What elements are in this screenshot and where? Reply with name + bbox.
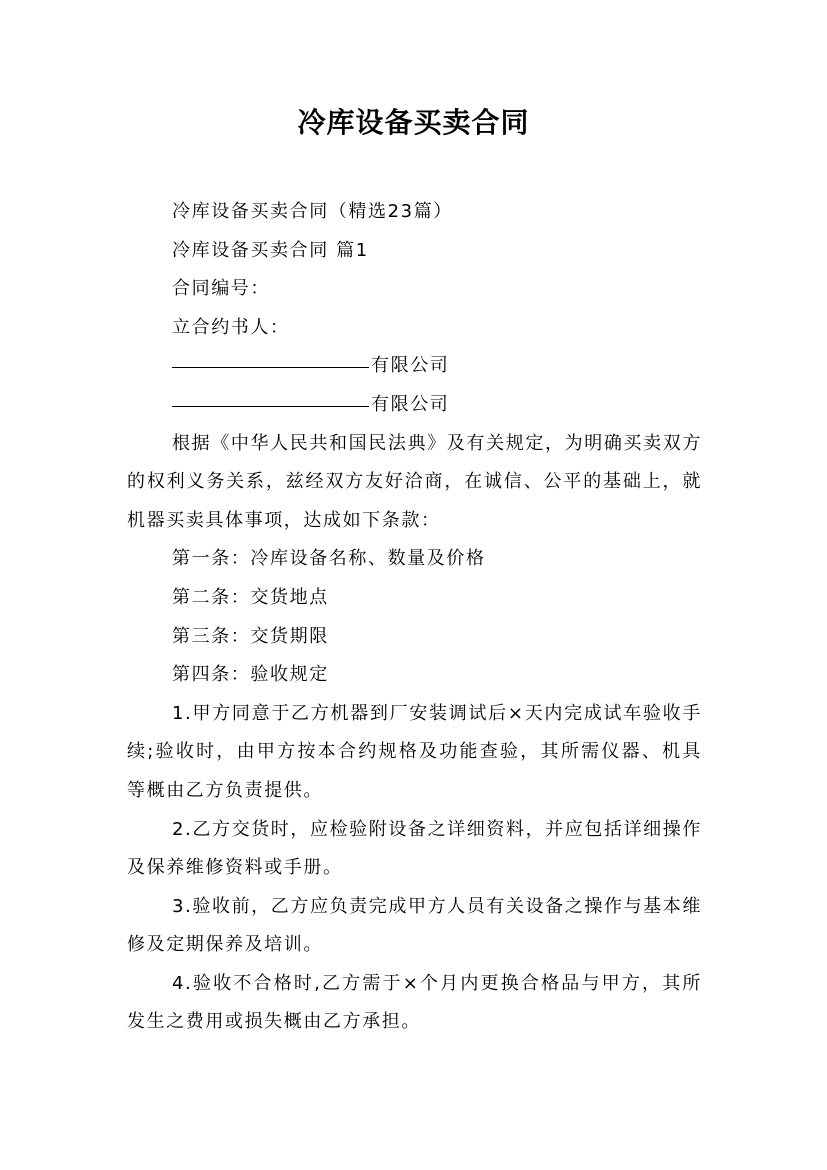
document-subtitle: 冷库设备买卖合同（精选23篇） [172, 201, 453, 222]
party-b-suffix: 有限公司 [371, 393, 450, 415]
party-b-line [127, 386, 702, 425]
parties-label: 立合约书人： [172, 316, 290, 338]
clause-3: 第三条：交货期限 [172, 625, 329, 647]
party-a-blank [172, 351, 369, 368]
acceptance-item-2: 2.乙方交货时，应检验附设备之详细资料，并应包括详细操作及保养维修资料或手册。 [127, 818, 702, 879]
intro-paragraph: 根据《中华人民共和国民法典》及有关规定，为明确买卖双方的权利义务关系，兹经双方友好洽商，在诚信、公平的基础上，就机器买卖具体事项，达成如下条款： [127, 432, 702, 531]
clause-4: 第四条：验收规定 [172, 664, 329, 686]
acceptance-item-4: 4.验收不合格时,乙方需于×个月内更换合格品与甲方，其所发生之费用或损失概由乙方承担。 [127, 972, 702, 1033]
clause-2: 第二条：交货地点 [172, 586, 329, 608]
party-a-suffix: 有限公司 [371, 355, 450, 377]
party-a-line [127, 347, 702, 386]
contract-number-label: 合同编号： [172, 278, 270, 300]
document-title: 冷库设备买卖合同 [297, 106, 530, 139]
party-b-blank [172, 390, 369, 407]
document-body [127, 193, 702, 1042]
acceptance-item-1: 1.甲方同意于乙方机器到厂安装调试后×天内完成试车验收手续;验收时，由甲方按本合约规格及功能查验，其所需仪器、机具等概由乙方负责提供。 [127, 702, 702, 801]
section-heading: 冷库设备买卖合同 篇1 [172, 239, 369, 261]
clause-1: 第一条：冷库设备名称、数量及价格 [172, 548, 486, 570]
acceptance-item-3: 3.验收前，乙方应负责完成甲方人员有关设备之操作与基本维修及定期保养及培训。 [127, 895, 702, 956]
